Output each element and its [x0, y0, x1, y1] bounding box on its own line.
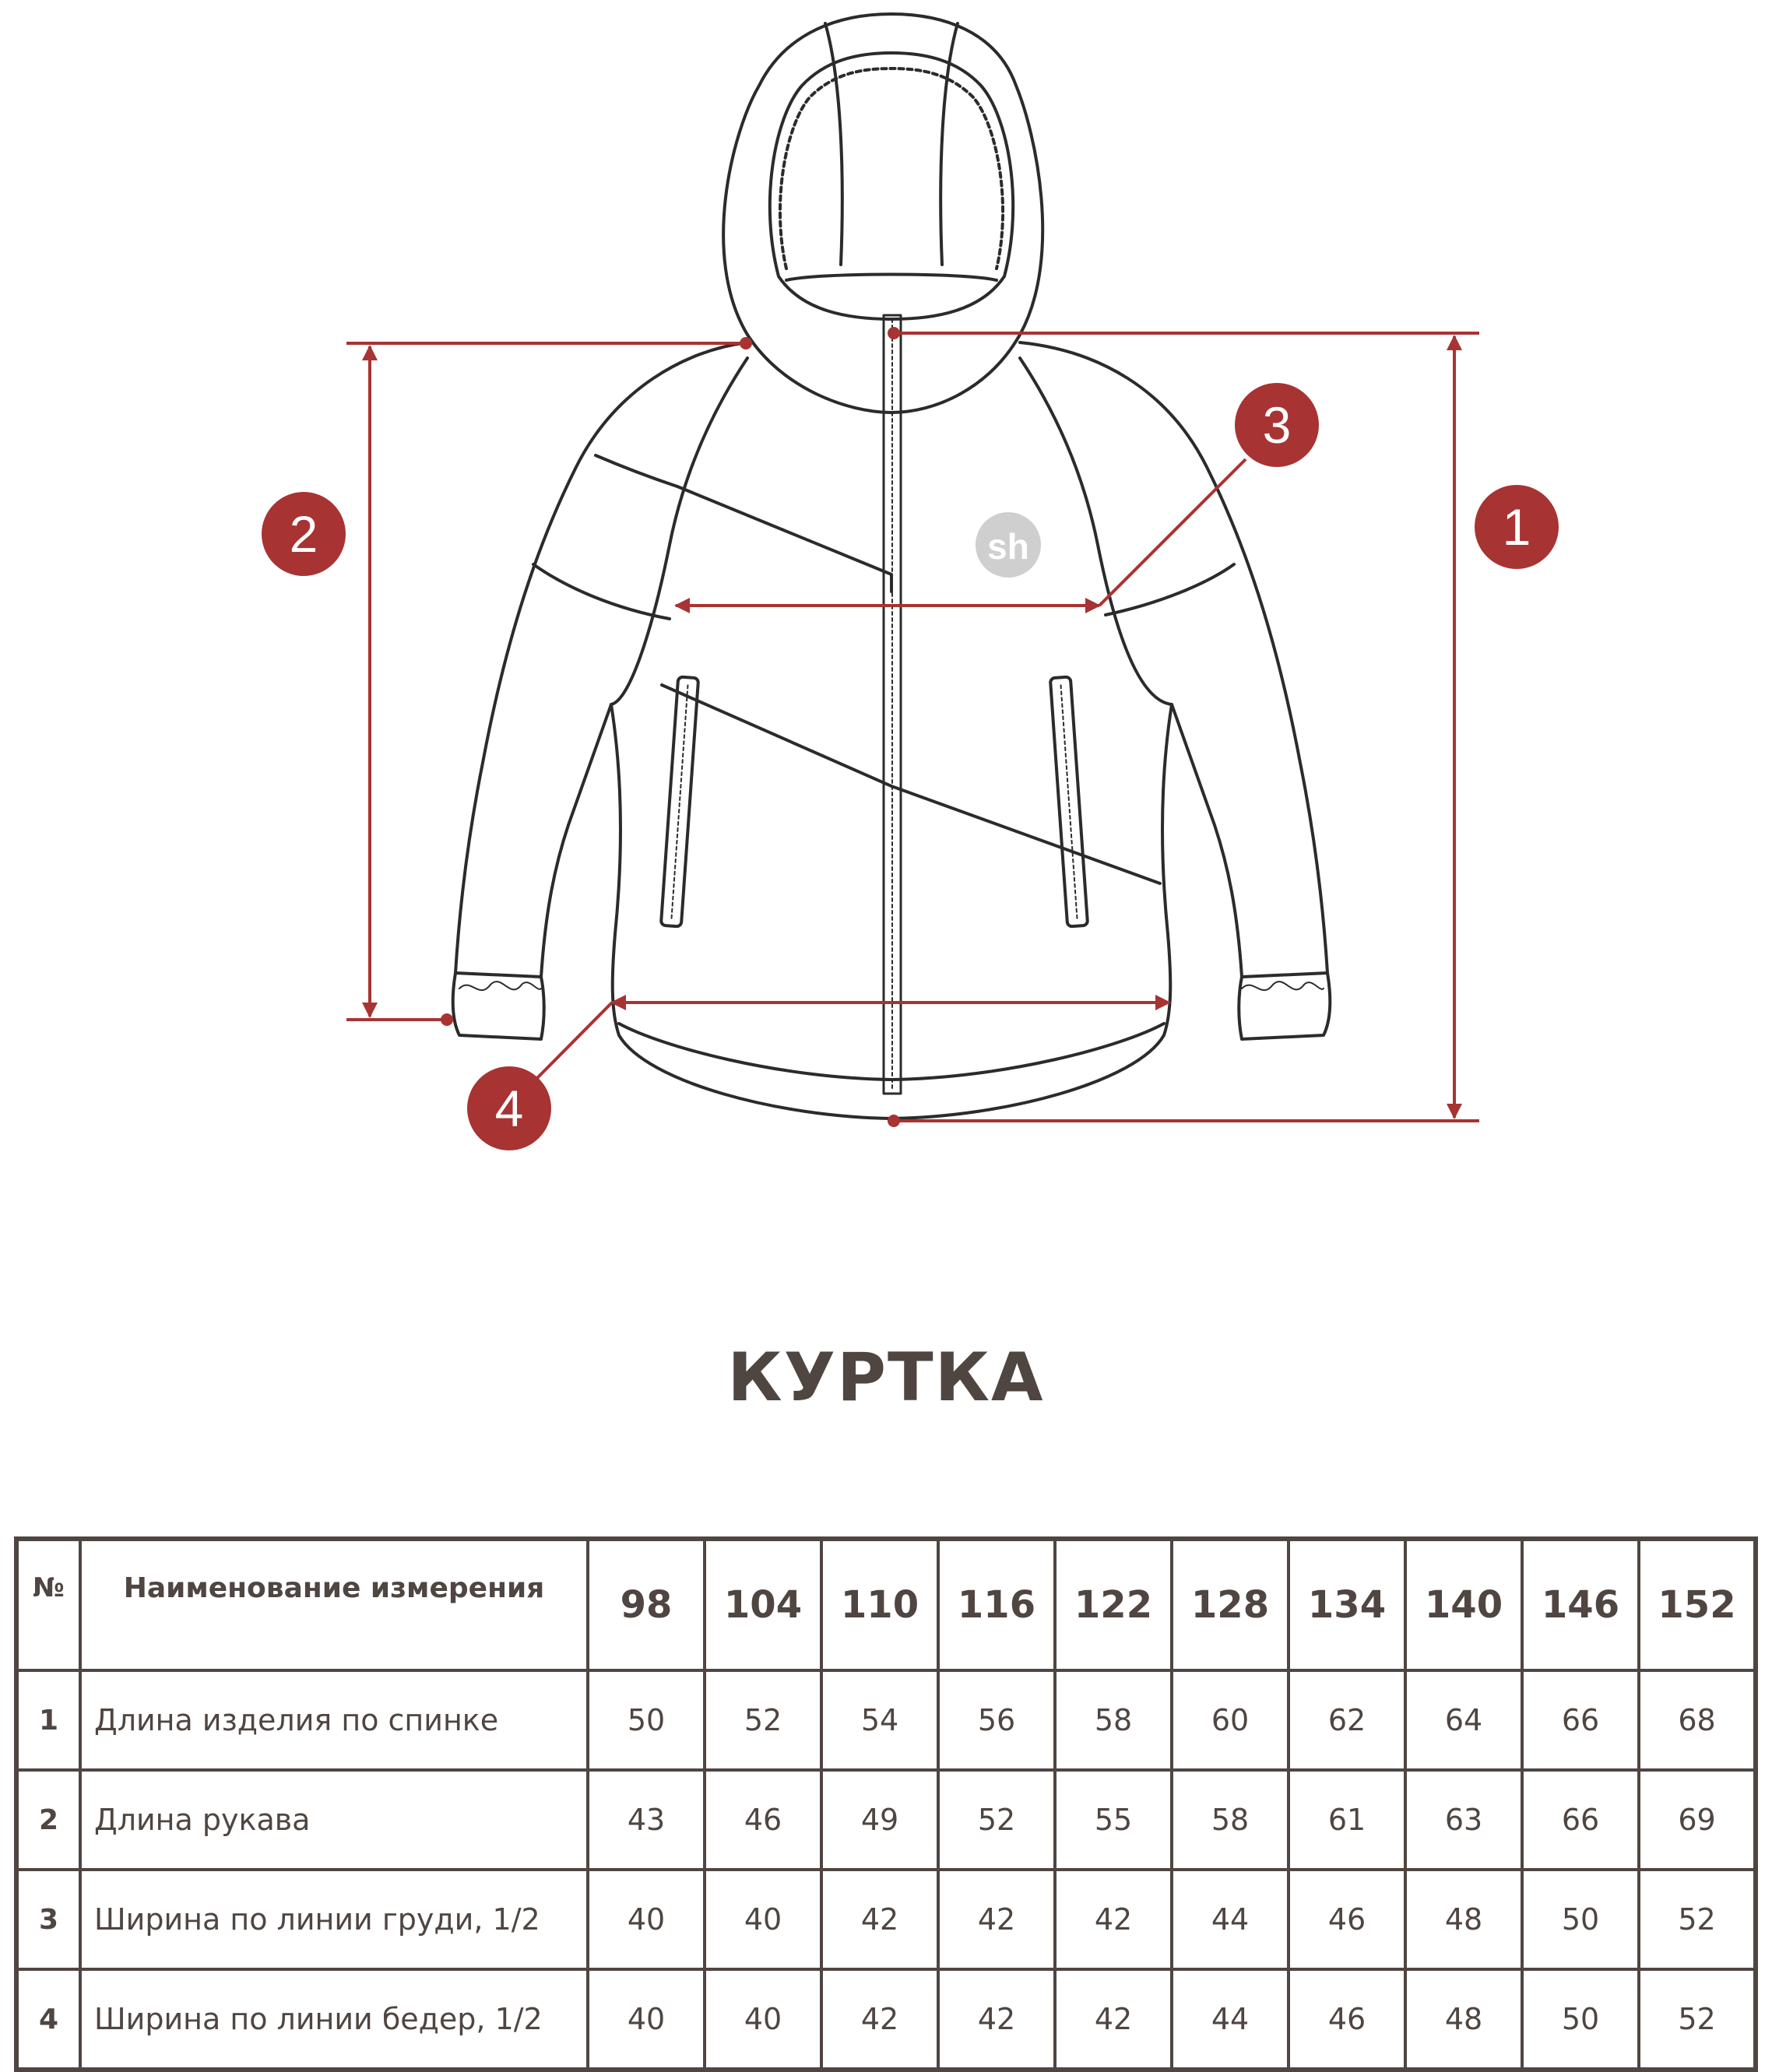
cell-value: 58	[1055, 1670, 1172, 1770]
table-row	[16, 1770, 1756, 1870]
cell-value: 40	[705, 1870, 821, 1969]
size-header: 110	[821, 1539, 938, 1670]
cell-value: 68	[1639, 1670, 1756, 1770]
cell-value: 42	[1055, 1969, 1172, 2070]
size-header: 146	[1522, 1539, 1639, 1670]
row-number: 3	[16, 1870, 80, 1969]
measure-1-top-dot	[888, 327, 900, 339]
right-cuff-elastic	[1242, 982, 1324, 990]
cell-value: 52	[938, 1770, 1055, 1870]
waist-diagonal-panel	[662, 685, 1160, 883]
measure-3-leader	[1099, 459, 1246, 606]
marker-2	[262, 492, 346, 576]
cell-value: 44	[1172, 1969, 1289, 2070]
measurement-name: Длина изделия по спинке	[80, 1670, 588, 1770]
table-row	[16, 1969, 1756, 2070]
cell-value: 44	[1172, 1870, 1289, 1969]
marker-3-label: 3	[1262, 396, 1292, 454]
measure-4-leader	[537, 1003, 612, 1078]
size-header: 140	[1405, 1539, 1522, 1670]
row-number: 1	[16, 1670, 80, 1770]
table-row	[16, 1670, 1756, 1770]
cell-value: 50	[1522, 1969, 1639, 2070]
size-header: 128	[1172, 1539, 1289, 1670]
size-header: 116	[938, 1539, 1055, 1670]
cell-value: 42	[938, 1969, 1055, 2070]
left-sleeve-panel-top	[596, 455, 677, 486]
jacket-illustration	[453, 14, 1331, 1119]
cell-value: 56	[938, 1670, 1055, 1770]
size-table	[14, 1536, 1758, 2072]
size-header: 152	[1639, 1539, 1756, 1670]
right-raglan-seam	[1020, 358, 1172, 704]
row-number: 2	[16, 1770, 80, 1870]
cell-value: 50	[588, 1670, 705, 1770]
cell-value: 40	[588, 1870, 705, 1969]
chest-diagonal-panel	[677, 486, 891, 592]
marker-1-label: 1	[1502, 498, 1531, 556]
table-header-name: Наименование измерения	[80, 1539, 588, 1670]
size-header: 104	[705, 1539, 821, 1670]
marker-1	[1475, 485, 1559, 569]
cell-value: 66	[1522, 1670, 1639, 1770]
cell-value: 55	[1055, 1770, 1172, 1870]
cell-value: 58	[1172, 1770, 1289, 1870]
size-header: 98	[588, 1539, 705, 1670]
cell-value: 40	[588, 1969, 705, 2070]
measurement-name: Длина рукава	[80, 1770, 588, 1870]
left-raglan-seam	[611, 358, 747, 704]
right-sleeve-panel-bottom	[1106, 564, 1234, 615]
size-header: 134	[1289, 1539, 1405, 1670]
hood-opening	[770, 53, 1013, 319]
cell-value: 69	[1639, 1770, 1756, 1870]
cell-value: 40	[705, 1969, 821, 2070]
size-header: 122	[1055, 1539, 1172, 1670]
cell-value: 50	[1522, 1870, 1639, 1969]
cell-value: 46	[1289, 1969, 1405, 2070]
left-pocket-zipper	[661, 676, 698, 926]
cell-value: 52	[1639, 1969, 1756, 2070]
cell-value: 49	[821, 1770, 938, 1870]
cell-value: 48	[1405, 1969, 1522, 2070]
cell-value: 42	[1055, 1870, 1172, 1969]
cell-value: 52	[705, 1670, 821, 1770]
marker-4	[467, 1066, 551, 1150]
table-header-row	[16, 1539, 1756, 1670]
cell-value: 62	[1289, 1670, 1405, 1770]
cell-value: 66	[1522, 1770, 1639, 1870]
measure-2-top-dot	[740, 337, 752, 349]
cell-value: 60	[1172, 1670, 1289, 1770]
measure-2-bottom-dot	[441, 1013, 453, 1026]
cell-value: 42	[821, 1969, 938, 2070]
measurement-name: Ширина по линии груди, 1/2	[80, 1870, 588, 1969]
table-row	[16, 1870, 1756, 1969]
left-cuff-elastic	[459, 982, 541, 990]
table-header-number: №	[16, 1539, 80, 1670]
cell-value: 42	[938, 1870, 1055, 1969]
measurement-name: Ширина по линии бедер, 1/2	[80, 1969, 588, 2070]
marker-3	[1235, 383, 1319, 467]
marker-4-label: 4	[494, 1080, 524, 1137]
measure-1-bottom-dot	[888, 1115, 900, 1127]
hood-visor	[786, 275, 997, 281]
cell-value: 63	[1405, 1770, 1522, 1870]
cell-value: 61	[1289, 1770, 1405, 1870]
cell-value: 54	[821, 1670, 938, 1770]
right-pocket-zipper	[1050, 676, 1088, 926]
row-number: 4	[16, 1969, 80, 2070]
cell-value: 42	[821, 1870, 938, 1969]
hood-inner-rim	[780, 68, 1003, 269]
cell-value: 43	[588, 1770, 705, 1870]
left-sleeve-panel-bottom	[533, 564, 670, 619]
page-title: КУРТКА	[727, 1339, 1045, 1417]
cell-value: 64	[1405, 1670, 1522, 1770]
cell-value: 52	[1639, 1870, 1756, 1969]
brand-logo-text: sh	[987, 526, 1029, 567]
marker-2-label: 2	[289, 505, 318, 563]
cell-value: 46	[705, 1770, 821, 1870]
cell-value: 46	[1289, 1870, 1405, 1969]
cell-value: 48	[1405, 1870, 1522, 1969]
